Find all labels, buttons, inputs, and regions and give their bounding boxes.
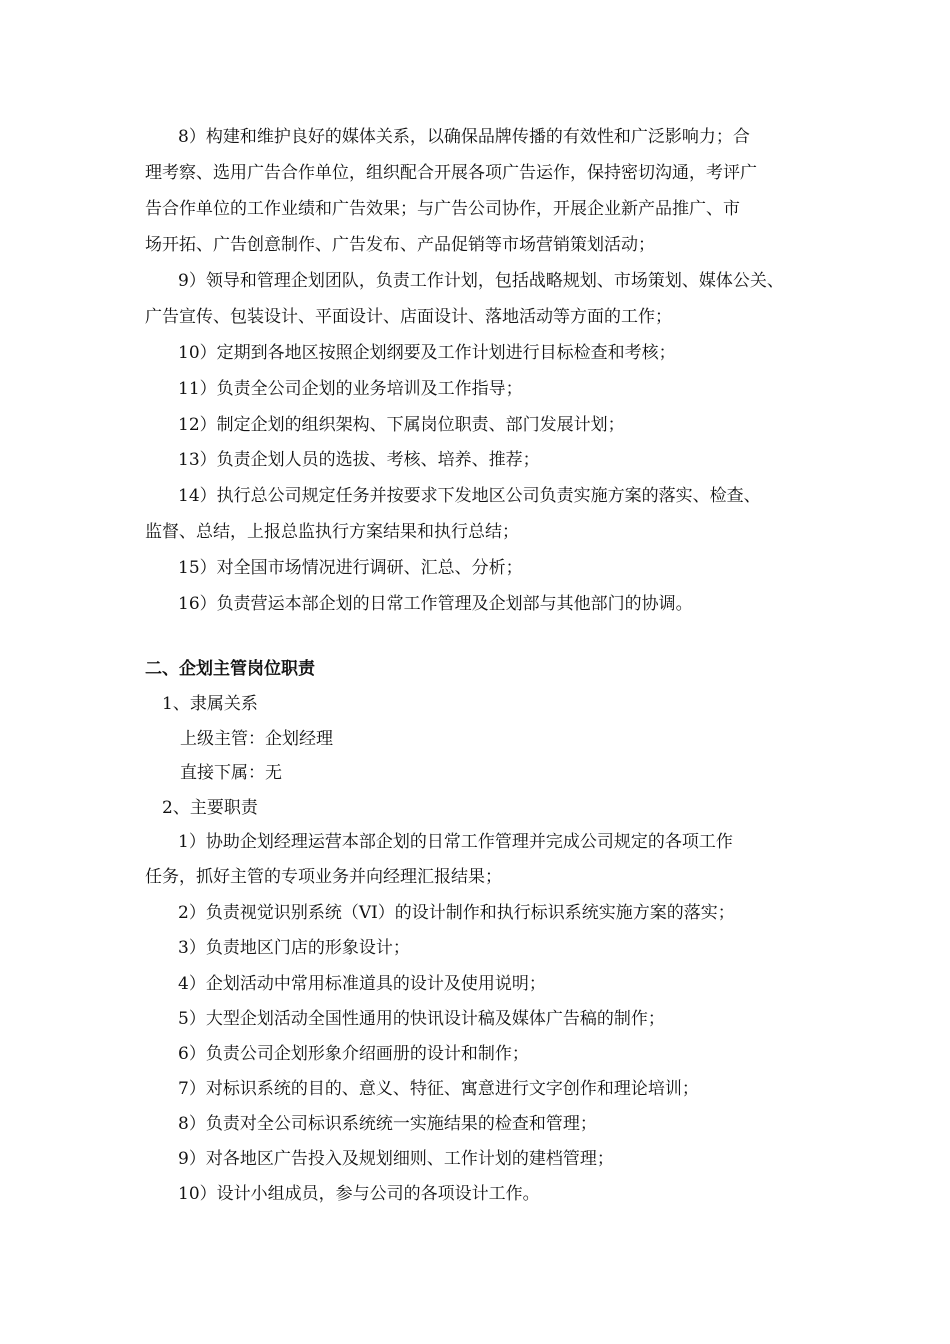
s2-item8: 8）负责对全公司标识系统统一实施结果的检查和管理； <box>178 1114 597 1134</box>
superior: 上级主管：企划经理 <box>180 729 333 749</box>
s1-item9-line1: 9）领导和管理企划团队，负责工作计划，包括战略规划、市场策划、媒体公关、 <box>178 271 784 291</box>
s2-item6: 6）负责公司企划形象介绍画册的设计和制作； <box>178 1044 529 1064</box>
s1-item16: 16）负责营运本部企划的日常工作管理及企划部与其他部门的协调。 <box>178 594 693 614</box>
s2-item7: 7）对标识系统的目的、意义、特征、寓意进行文字创作和理论培训； <box>178 1079 699 1099</box>
s1-item15: 15）对全国市场情况进行调研、汇总、分析； <box>178 558 523 578</box>
s2-item2: 2）负责视觉识别系统（VI）的设计制作和执行标识系统实施方案的落实； <box>178 903 735 923</box>
s1-item9-line2: 广告宣传、包装设计、平面设计、店面设计、落地活动等方面的工作； <box>145 307 672 327</box>
s1-item12: 12）制定企划的组织架构、下属岗位职责、部门发展计划； <box>178 415 625 435</box>
subordinate: 直接下属：无 <box>180 763 282 783</box>
s1-item11: 11）负责全公司企划的业务培训及工作指导； <box>178 379 523 399</box>
s2-item9: 9）对各地区广告投入及规划细则、工作计划的建档管理； <box>178 1149 614 1169</box>
s2-item10: 10）设计小组成员，参与公司的各项设计工作。 <box>178 1184 540 1204</box>
s1-item8-line4: 场开拓、广告创意制作、广告发布、产品促销等市场营销策划活动； <box>145 235 655 255</box>
relation-title: 1、隶属关系 <box>162 694 258 714</box>
s1-item14-line1: 14）执行总公司规定任务并按要求下发地区公司负责实施方案的落实、检查、 <box>178 486 761 506</box>
section2-title: 二、企划主管岗位职责 <box>145 659 315 679</box>
s2-item4: 4）企划活动中常用标准道具的设计及使用说明； <box>178 974 546 994</box>
s1-item14-line2: 监督、总结，上报总监执行方案结果和执行总结； <box>145 522 519 542</box>
s2-item5: 5）大型企划活动全国性通用的快讯设计稿及媒体广告稿的制作； <box>178 1009 665 1029</box>
s1-item8-line1: 8）构建和维护良好的媒体关系，以确保品牌传播的有效性和广泛影响力；合 <box>178 127 750 147</box>
duties-title: 2、主要职责 <box>162 798 258 818</box>
s2-item1-line2: 任务，抓好主管的专项业务并向经理汇报结果； <box>145 867 502 887</box>
s1-item13: 13）负责企划人员的选拔、考核、培养、推荐； <box>178 450 540 470</box>
s1-item10: 10）定期到各地区按照企划纲要及工作计划进行目标检查和考核； <box>178 343 676 363</box>
s2-item3: 3）负责地区门店的形象设计； <box>178 938 410 958</box>
s2-item1-line1: 1）协助企划经理运营本部企划的日常工作管理并完成公司规定的各项工作 <box>178 832 733 852</box>
s1-item8-line3: 告合作单位的工作业绩和广告效果；与广告公司协作，开展企业新产品推广、市 <box>145 199 740 219</box>
s1-item8-line2: 理考察、选用广告合作单位，组织配合开展各项广告运作，保持密切沟通，考评广 <box>145 163 757 183</box>
